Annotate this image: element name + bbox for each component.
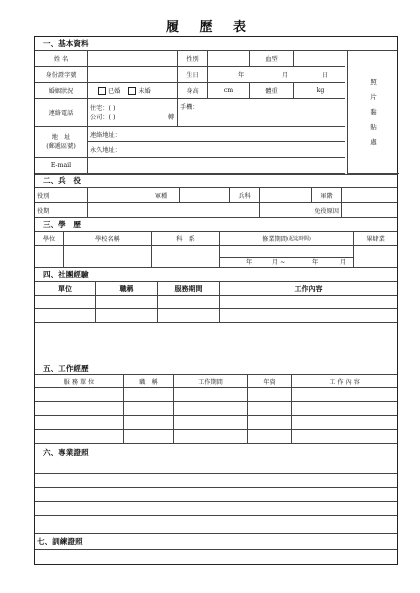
branch-field[interactable] (179, 188, 229, 202)
arm-field[interactable] (259, 188, 311, 202)
work-header-title: 職 稱 (123, 375, 173, 387)
license-row[interactable] (35, 488, 397, 502)
exempt-label: 免役原因 (259, 203, 341, 217)
office-phone: 公司：( ) (90, 113, 116, 121)
education-section-row (35, 218, 397, 232)
blood-label: 血型 (249, 51, 293, 66)
edu-header-school: 學校名稱 (63, 232, 151, 245)
work-row[interactable] (35, 388, 397, 402)
military-section-row (35, 174, 397, 188)
divider (247, 430, 248, 443)
phone-row (35, 99, 345, 127)
arm-label: 兵科 (229, 188, 259, 202)
military-period-label: 役期 (37, 207, 50, 215)
zip-label: (郵遞區號) (46, 143, 76, 150)
id-row (35, 67, 345, 83)
divider (291, 402, 292, 415)
club-row[interactable] (35, 309, 397, 323)
photo-char: 黏 (370, 107, 377, 116)
military-type-field[interactable] (87, 188, 143, 202)
mobile-field[interactable] (177, 99, 347, 126)
permanent-address-label: 永久地址： (90, 147, 121, 154)
edu-school-field[interactable] (63, 246, 151, 267)
divider (173, 402, 174, 415)
single-checkbox[interactable] (128, 87, 136, 95)
divider (95, 296, 96, 308)
id-field[interactable] (87, 67, 177, 82)
divider (173, 430, 174, 443)
clubs-header-row (35, 282, 397, 296)
home-phone: 住宅：( ) (90, 104, 116, 112)
birth-field[interactable] (207, 67, 347, 82)
edu-start-year: 年 (246, 259, 253, 266)
gender-label: 性別 (177, 51, 207, 66)
divider (247, 402, 248, 415)
gender-field[interactable] (207, 51, 249, 66)
edu-header-period-note: (起迄時間) (286, 236, 311, 242)
military-type-row (35, 188, 397, 203)
training-section-title: 七、訓練證照 (37, 537, 83, 546)
marital-field (87, 83, 177, 98)
club-header-title: 職稱 (95, 282, 157, 295)
branch-label: 軍種 (154, 192, 168, 200)
license-row[interactable] (35, 502, 397, 516)
married-checkbox[interactable] (98, 87, 106, 95)
divider (157, 309, 158, 322)
blood-field[interactable] (293, 51, 347, 66)
photo-char: 貼 (370, 122, 377, 131)
address-label (35, 127, 87, 157)
edu-header-status: 畢肄業 (353, 232, 397, 245)
work-row[interactable] (35, 402, 397, 416)
photo-area[interactable] (347, 51, 399, 174)
divider (291, 388, 292, 401)
licenses-section-row (35, 444, 397, 460)
work-header-years: 年資 (247, 375, 291, 387)
contact-address-field[interactable] (87, 127, 345, 142)
name-label: 姓 名 (53, 56, 69, 63)
work-row[interactable] (35, 416, 397, 430)
divider (157, 296, 158, 308)
weight-field[interactable] (293, 83, 347, 98)
divider (123, 388, 124, 401)
club-row[interactable] (35, 296, 397, 309)
license-row[interactable] (35, 460, 397, 474)
marital-label: 婚姻狀況 (48, 88, 74, 95)
divider (247, 416, 248, 429)
rank-label: 軍階 (311, 188, 341, 202)
weight-label: 體重 (249, 83, 293, 98)
edu-end-year: 年 (312, 259, 319, 266)
address-label-line: 地 址 (51, 134, 71, 141)
education-section-title: 三、學 歷 (43, 220, 81, 229)
work-section-spacer (35, 323, 397, 363)
edu-header-period (219, 232, 353, 245)
work-section-title: 五、工作經歷 (43, 364, 89, 373)
divider (220, 257, 353, 258)
divider (291, 430, 292, 443)
work-header-row (35, 375, 397, 388)
office-phone-line (90, 113, 174, 122)
club-header-content: 工作內容 (219, 282, 397, 295)
birth-month: 月 (282, 72, 289, 79)
office-ext: 轉 (167, 113, 174, 121)
licenses-section-title: 六、專業證照 (43, 447, 89, 457)
photo-char: 照 (370, 77, 377, 86)
permanent-address-field[interactable] (87, 142, 345, 157)
divider (95, 309, 96, 322)
photo-char: 處 (370, 137, 377, 146)
divider (173, 416, 174, 429)
divider (291, 416, 292, 429)
divider (173, 388, 174, 401)
height-field[interactable] (207, 83, 249, 98)
married-label: 已婚 (108, 88, 121, 95)
basic-section-title: 一、基本資料 (43, 39, 89, 48)
license-row[interactable] (35, 474, 397, 488)
edu-major-field[interactable] (151, 246, 219, 267)
height-label: 身高 (177, 83, 207, 98)
exempt-field[interactable] (341, 203, 397, 217)
edu-header-period-text: 修業期間 (262, 236, 287, 243)
divider (123, 416, 124, 429)
military-section-title: 二、兵 役 (43, 176, 81, 185)
education-row (35, 246, 397, 268)
military-type-label: 役別 (37, 192, 50, 200)
rank-field[interactable] (341, 188, 397, 202)
edu-end-month: 月 (340, 259, 347, 266)
clubs-section-row (35, 268, 397, 282)
education-header-row (35, 232, 397, 246)
work-header-unit: 服 務 單 位 (63, 378, 95, 386)
edu-header-degree: 學位 (42, 236, 56, 243)
work-header-content: 工 作 內 容 (291, 375, 397, 387)
birth-day: 日 (322, 72, 329, 79)
divider (247, 388, 248, 401)
edu-period-field[interactable] (219, 246, 353, 267)
divider (123, 402, 124, 415)
weight-unit: kg (316, 87, 325, 94)
edu-header-major: 科 系 (151, 232, 219, 245)
military-period-row (35, 203, 397, 218)
club-header-period: 服務期間 (157, 282, 219, 295)
phone-label: 連絡電話 (48, 110, 74, 117)
basic-section-row (35, 37, 397, 51)
id-label: 身份證字號 (45, 72, 77, 79)
work-row[interactable] (35, 430, 397, 444)
email-row (35, 158, 345, 174)
clubs-section-title: 四、社團經驗 (43, 270, 89, 279)
resume-form (34, 36, 398, 565)
marital-row (35, 83, 345, 99)
name-row (35, 51, 345, 67)
address-row (35, 127, 345, 158)
email-label: E-mail (50, 162, 72, 169)
contact-address-label: 連絡地址： (90, 131, 121, 139)
edu-start-month: 月 ~ (272, 259, 286, 266)
work-header-period: 工作期間 (173, 375, 247, 387)
military-period-field[interactable] (87, 203, 259, 217)
edu-status-field[interactable] (353, 246, 397, 267)
license-row[interactable] (35, 516, 397, 534)
phone-field[interactable] (87, 99, 177, 126)
email-field[interactable] (87, 158, 345, 173)
divider (219, 309, 220, 322)
mobile-label: 手機： (180, 104, 199, 111)
divider (219, 296, 220, 308)
work-section-row (35, 363, 397, 375)
club-header-unit: 單位 (58, 283, 72, 293)
edu-degree-field[interactable] (35, 246, 63, 267)
birth-year: 年 (238, 72, 245, 79)
name-field[interactable] (87, 51, 177, 66)
photo-char: 片 (370, 92, 377, 101)
divider (123, 430, 124, 443)
height-unit: cm (223, 87, 234, 94)
page-title: 履 歷 表 (165, 20, 255, 35)
birth-label: 生日 (177, 67, 207, 82)
single-label: 未婚 (138, 88, 151, 95)
training-row[interactable] (35, 550, 397, 564)
training-section-row (35, 534, 397, 550)
